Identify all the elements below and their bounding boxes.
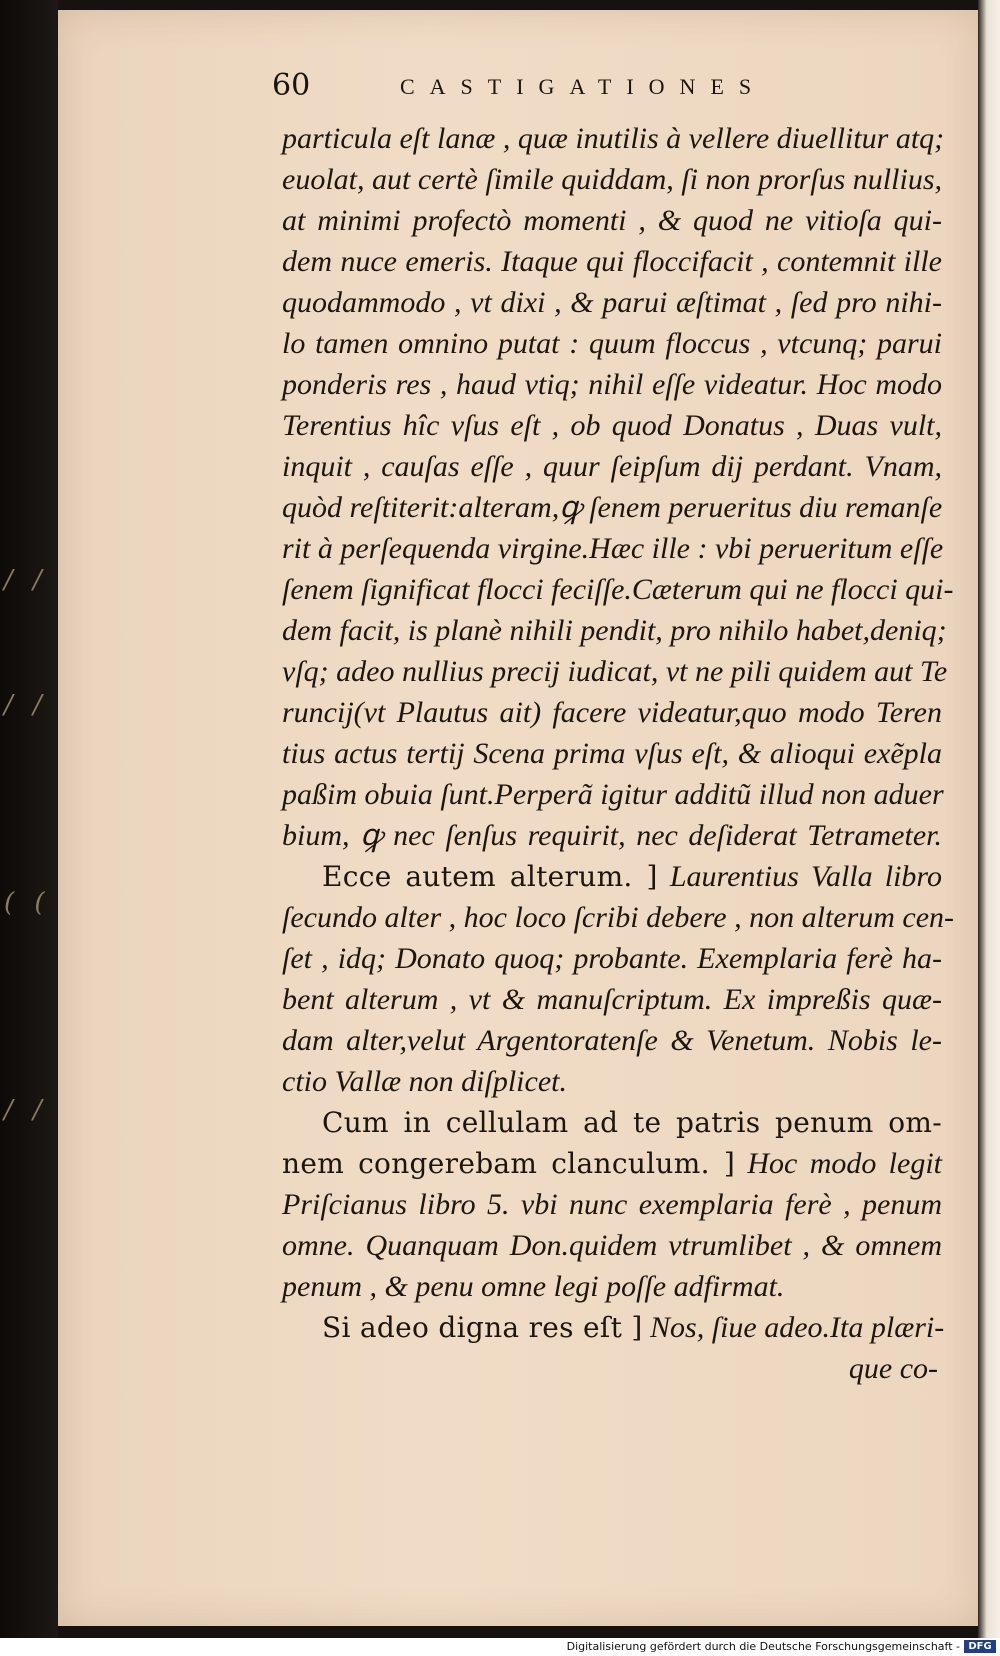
text-line bbox=[282, 569, 954, 610]
text-line bbox=[282, 323, 942, 364]
text-line bbox=[282, 405, 942, 446]
text-line bbox=[282, 159, 942, 200]
edge-mark: / / bbox=[4, 1095, 48, 1125]
text-line bbox=[282, 856, 942, 897]
dfg-logo: DFG bbox=[964, 1640, 996, 1653]
commentary-text: Terentius hîc vſus eſt , ob quod Donatus , Duas vult, bbox=[282, 409, 942, 442]
commentary-text: inquit , cauſas eſſe , quur ſeipſum dij perdant. Vnam, bbox=[282, 450, 942, 483]
page-number: 60 bbox=[272, 68, 311, 103]
text-line bbox=[282, 774, 942, 815]
text-line bbox=[282, 1225, 942, 1266]
lemma-text: Si adeo digna res eſt ] bbox=[322, 1311, 643, 1344]
commentary-text: runcij(vt Plautus ait) facere videatur,quo modo Teren bbox=[282, 696, 942, 729]
commentary-text: ſecundo alter , hoc loco ſcribi debere , non alterum cen- bbox=[282, 901, 955, 934]
text-line bbox=[282, 610, 947, 651]
text-line bbox=[282, 1184, 942, 1225]
commentary-text: euolat, aut certè ſimile quiddam, ſi non prorſus nullius, bbox=[282, 163, 942, 196]
commentary-text: rit à perſequenda virgine.Hæc ille : vbi perueritum eſſe bbox=[282, 532, 944, 565]
commentary-text: lo tamen omnino putat : quum floccus , vtcunq; parui bbox=[282, 327, 942, 360]
text-line bbox=[282, 241, 942, 282]
text-line bbox=[282, 1061, 942, 1102]
text-line bbox=[282, 938, 942, 979]
commentary-text: Laurentius Valla libro bbox=[657, 860, 942, 893]
text-line bbox=[282, 364, 942, 405]
text-line bbox=[282, 1266, 942, 1307]
commentary-text: tius actus tertij Scena prima vſus eſt, & alioqui exẽpla bbox=[282, 737, 942, 770]
catchword: que co- bbox=[848, 1352, 938, 1385]
text-block bbox=[282, 118, 955, 1389]
commentary-text: quodammodo , vt dixi , & parui æſtimat , ſed pro nihi- bbox=[282, 286, 942, 319]
edge-mark: / / bbox=[4, 565, 48, 595]
lemma-text: nem congerebam clanculum. ] bbox=[282, 1147, 736, 1180]
text-line bbox=[282, 1102, 942, 1143]
text-line bbox=[282, 200, 942, 241]
commentary-text: Nos, ſiue adeo.Ita plæri- bbox=[642, 1311, 945, 1344]
commentary-text: paßim obuia ſunt.Perperã igitur additũ illud non aduer bbox=[282, 778, 944, 811]
commentary-text: Hoc modo legit bbox=[735, 1147, 942, 1180]
running-title: CASTIGATIONES bbox=[400, 74, 767, 99]
commentary-text: dem nuce emeris. Itaque qui floccifacit , contemnit ille bbox=[282, 245, 942, 278]
commentary-text: dam alter,velut Argentoratenſe & Venetum. Nobis le- bbox=[282, 1024, 942, 1057]
commentary-text: ſenem ſignificat flocci feciſſe.Cæterum qui ne flocci qui- bbox=[282, 573, 954, 606]
text-line bbox=[282, 1143, 942, 1184]
commentary-text: particula eſt lanæ , quæ inutilis à vellere diuellitur atq; bbox=[282, 122, 945, 155]
text-line bbox=[282, 1020, 942, 1061]
text-line bbox=[282, 282, 942, 323]
commentary-text: ſet , idq; Donato quoq; probante. Exemplaria ferè ha- bbox=[282, 942, 942, 975]
text-line bbox=[282, 1307, 945, 1348]
edge-mark: / / bbox=[4, 690, 48, 720]
text-line bbox=[282, 979, 942, 1020]
commentary-text: Priſcianus libro 5. vbi nunc exemplaria ferè , penum bbox=[282, 1188, 942, 1221]
digitization-footer bbox=[0, 1638, 1000, 1656]
lemma-text: Ecce autem alterum. ] bbox=[322, 860, 658, 893]
text-line bbox=[282, 815, 942, 856]
commentary-text: ctio Vallæ non diſplicet. bbox=[282, 1065, 567, 1098]
commentary-text: quòd reſtiterit:alteram,ꝙ ſenem perueritus diu remanſe bbox=[282, 491, 943, 524]
adjacent-page-edge bbox=[0, 0, 58, 1656]
edge-mark: ( ( bbox=[4, 888, 51, 918]
commentary-text: omne. Quanquam Don.quidem vtrumlibet , & omnem bbox=[282, 1229, 942, 1262]
commentary-text: dem facit, is planè nihili pendit, pro nihilo habet,deniq; bbox=[282, 614, 947, 647]
commentary-text: ponderis res , haud vtiq; nihil eſſe videatur. Hoc modo bbox=[282, 368, 942, 401]
commentary-text: vſq; adeo nullius precij iudicat, vt ne pili quidem aut Te bbox=[282, 655, 948, 688]
text-line bbox=[282, 897, 955, 938]
footer-credit: Digitalisierung gefördert durch die Deutsche Forschungsgemeinschaft - bbox=[566, 1640, 960, 1653]
text-line bbox=[282, 733, 942, 774]
page-right-edge bbox=[978, 0, 1000, 1640]
commentary-text: bium, ꝙ nec ſenſus requirit, nec deſiderat Tetrameter. bbox=[282, 819, 942, 852]
text-line bbox=[282, 692, 942, 733]
text-line bbox=[282, 651, 948, 692]
commentary-text: penum , & penu omne legi poſſe adfirmat. bbox=[282, 1270, 785, 1303]
commentary-text: at minimi profectò momenti , & quod ne vitioſa qui- bbox=[282, 204, 942, 237]
text-line bbox=[282, 446, 942, 487]
text-line bbox=[282, 118, 945, 159]
lemma-text: Cum in cellulam ad te patris penum om- bbox=[322, 1106, 942, 1139]
commentary-text: bent alterum , vt & manuſcriptum. Ex impreßis quæ- bbox=[282, 983, 942, 1016]
text-line bbox=[282, 528, 942, 569]
running-head bbox=[272, 68, 832, 110]
text-line bbox=[282, 487, 942, 528]
